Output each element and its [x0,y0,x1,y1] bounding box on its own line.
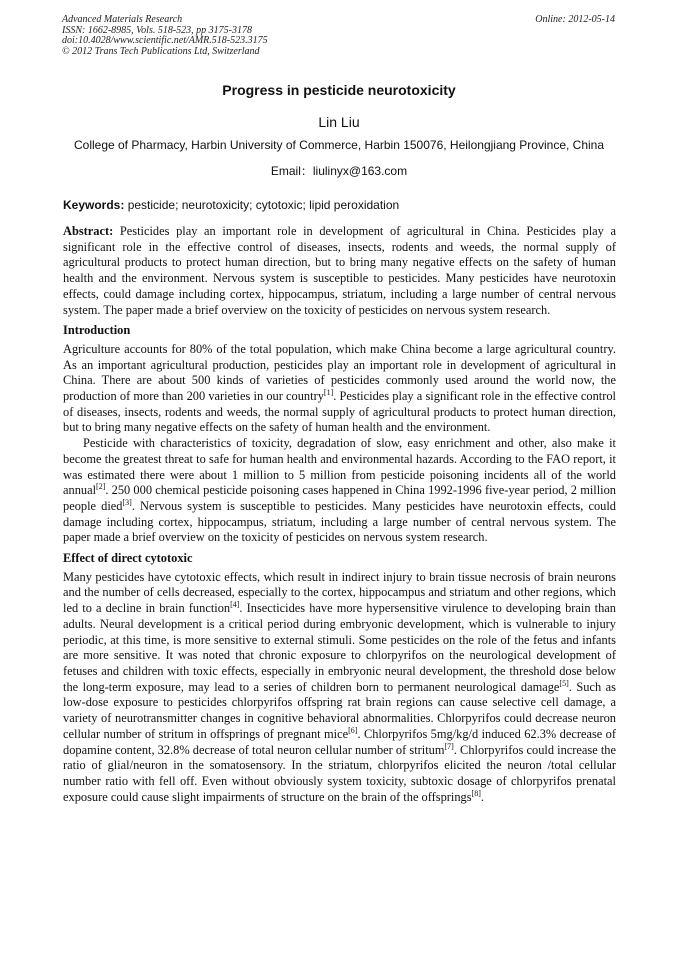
citation-5: [5] [559,678,569,688]
journal-name: Advanced Materials Research [62,14,183,25]
citation-3: [3] [122,497,132,507]
paper-title: Progress in pesticide neurotoxicity [222,82,456,98]
abstract-text: Pesticides play an important role in development of agricultural in China. Pesticides play a significant role in the effective control of diseases, insects, rodents and weeds, the normal supply of agricultural products to protect human direction, but to bring many negative effects on the safety of human health and the environment. Nervous system is susceptible to pesticides. Many pesticides have neurotoxin effects, could damage including cortex, hippocampus, striatum, including a large number of central nervous system. The paper made a brief overview on the toxicity of pesticides on nervous system research. [63,224,616,317]
intro-paragraph-2 [63,436,616,546]
paragraph-text: Agriculture accounts for 80% of the total population, which make China become a large agricultural country. As an important agricultural production, pesticides play an important role in development of agricultural in China. There are about 500 kinds of varieties of pesticides commonly used around the world now, the production of more than 200 varieties in our country [63,341,616,404]
citation-4: [4] [230,600,240,610]
cytotoxic-paragraph [63,570,616,806]
citation-6: [6] [348,725,358,735]
section-heading-cytotoxic: Effect of direct cytotoxic [63,551,193,566]
citation-7: [7] [444,741,454,751]
paragraph-text: Pesticide with characteristics of toxicity, degradation of slow, easy enrichment and other, also make it become the greatest threat to safe for human health and environmental hazards. According to the FAO report, it was estimated there were about 1 million to 5 million from pesticide poisoning incidents all of the world annual [63,436,616,498]
issn-line: ISSN: 1662-8985, Vols. 518-523, pp 3175-3178 [62,24,252,36]
paragraph-text: . Chlorpyrifos 5mg/kg/d induced 62.3% decrease of dopamine content, 32.8% decrease of total neuron cellular number of stritum [63,726,616,757]
author-name: Lin Liu [318,114,360,130]
online-date: Online: 2012-05-14 [535,14,615,25]
paragraph-text: . Chlorpyrifos could increase the ratio of glial/neuron in the somatosensory. In the striatum, chlorpyrifos elicited the neuron /total cellular number ratio with fell off. Even without obviously system toxicity, subtoxic dosage of chlorpyrifos prenatal exposure could cause slight impairments of structure on the brain of the offsprings [63,742,616,804]
citation-8: [8] [471,788,481,798]
paragraph-text: Many pesticides have cytotoxic effects, which result in indirect injury to brain tissue necrosis of brain neurons and the number of cells decreased, especially to the cortex, hippocampus and striatum and other regions, which led to a decline in brain function [63,569,616,616]
paragraph-text: . Pesticides play a significant role in the effective control of diseases, insects, rodents and weeds, the normal supply of agricultural products to protect human direction, but to bring many negative effects on the safety of human health and the environment. [63,389,616,435]
abstract-label: Abstract: [63,224,114,238]
keywords-text: pesticide; neurotoxicity; cytotoxic; lipid peroxidation [127,198,400,212]
citation-1: [1] [323,388,334,398]
abstract [63,224,616,318]
paragraph-text: . [480,789,485,804]
affiliation: College of Pharmacy, Harbin University of Commerce, Harbin 150076, Heilongjiang Province, China [73,138,605,152]
section-heading-introduction: Introduction [63,323,131,338]
paragraph-text: . Insecticides have more hypersensitive virulence to developing brain than adults. Neural development is a critical period during embryonic development, which is vulnerable to injury periodic, at this time, is more sensitive to external stimuli. Some pesticides on the role of the fetus and infants are more sensitive. It was noted that chronic exposure to chlorpyrifos on the neurological development of fetuses and children with toxic effects, especially in embryonic neural development, the threshold dose below the long-term exposure, may lead to a series of children born to permanent neurological damage [63,601,616,694]
doi-line: doi:10.4028/www.scientific.net/AMR.518-523.3175 [62,35,268,46]
paper-body [63,224,616,805]
publication-info [62,15,268,57]
paragraph-text: . Nervous system is susceptible to pesticides. Many pesticides have neurotoxin effects, could damage including cortex, hippocampus, striatum, including a large number of central nervous system. The paper made a brief overview on the toxicity of pesticides on nervous system research. [63,498,616,545]
author-email: Email：liulinyx@163.com [270,164,408,178]
intro-paragraph-1 [63,342,616,436]
keywords-label: Keywords: [63,198,125,212]
keywords [63,198,399,212]
paragraph-text: . Such as low-dose exposure to pesticides chlorpyrifos offspring rat brain regions can cause selective cell damage, a variety of neurotransmitter changes in cognitive behavioral abnormalities. Chlorpyrifos could decrease neuron cellular number of stritum in offsprings of pregnant mice [63,679,616,741]
copyright-line: © 2012 Trans Tech Publications Ltd, Switzerland [62,45,260,57]
citation-2: [2] [96,482,106,492]
paragraph-text: . 250 000 chemical pesticide poisoning cases happened in China 1992-1996 five-year period, 2 million people died [63,483,616,513]
